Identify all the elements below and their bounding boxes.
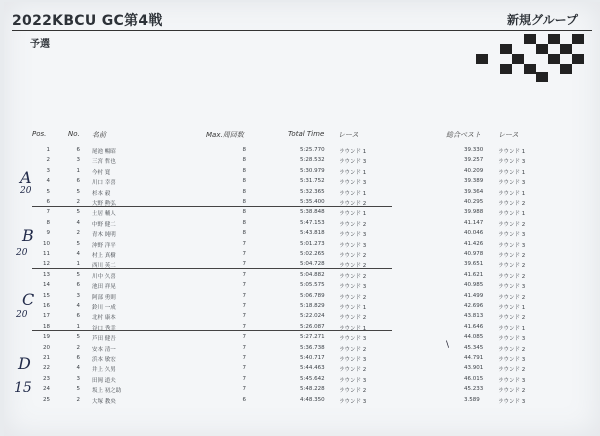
cell-race: ラウンド 1	[339, 305, 367, 311]
cell-best: 40.209	[464, 167, 484, 174]
cell-best: 41.147	[464, 219, 484, 226]
cell-time: 5:04.728	[300, 261, 325, 268]
cell-no: 6	[76, 355, 80, 361]
cell-pos: 10	[43, 240, 50, 247]
cell-time: 5:27.271	[300, 334, 325, 341]
col-header-time: Total Time	[288, 130, 325, 138]
check-mark-icon: \	[446, 340, 450, 350]
cell-pos: 22	[43, 365, 50, 372]
cell-no: 4	[76, 251, 80, 257]
cell-name: 川口 幸喜	[92, 180, 116, 187]
cell-race: ラウンド 2	[339, 388, 367, 395]
cell-no: 4	[76, 365, 80, 372]
cell-time: 5:05.575	[300, 282, 325, 289]
cell-laps: 7	[242, 313, 246, 320]
cell-best: 41.499	[464, 292, 484, 299]
cell-name: 西川 英二	[92, 263, 116, 270]
cell-race: ラウンド 3	[339, 159, 367, 166]
result-row	[0, 209, 600, 219]
result-row	[0, 147, 600, 157]
cell-laps: 7	[242, 344, 246, 351]
cell-name: 中野 健二	[92, 221, 116, 228]
cell-best-race: ラウンド 2	[498, 346, 526, 353]
cell-race: ラウンド 2	[339, 273, 367, 280]
cell-name: 青木 純明	[92, 232, 116, 239]
cell-name: 三宮 哲也	[92, 159, 116, 166]
event-title: 2022KBCU GC第4戦	[12, 13, 163, 29]
cell-name: 大塚 教央	[92, 398, 116, 405]
result-row	[0, 324, 600, 334]
cell-race: ラウンド 3	[339, 242, 367, 249]
cell-no: 1	[76, 323, 80, 330]
cell-best-race: ラウンド 3	[498, 336, 526, 343]
cell-time: 5:30.979	[300, 167, 325, 174]
cell-best-race: ラウンド 2	[498, 273, 526, 280]
cell-pos: 18	[43, 323, 50, 330]
cell-race: ラウンド 1	[339, 149, 367, 155]
group-divider-b	[32, 268, 392, 269]
cell-name: 村上 真樹	[92, 253, 116, 259]
cell-race: ラウンド 3	[339, 284, 367, 291]
result-row	[0, 168, 600, 178]
cell-race: ラウンド 1	[339, 325, 367, 332]
col-header-best-race: レース	[498, 131, 519, 139]
handwritten-count-c: 20	[16, 310, 28, 320]
cell-best: 44.085	[464, 334, 484, 341]
cell-best: 3.589	[464, 396, 480, 403]
cell-best-race: ラウンド 1	[498, 149, 526, 155]
cell-laps: 7	[242, 251, 246, 257]
cell-laps: 8	[242, 157, 246, 164]
cell-pos: 3	[46, 167, 50, 174]
cell-no: 3	[76, 375, 80, 382]
cell-best: 43.901	[464, 365, 484, 372]
cell-time: 5:35.400	[300, 199, 325, 205]
handwritten-count-b: 20	[16, 248, 28, 258]
result-row	[0, 345, 600, 355]
cell-time: 4:48.350	[300, 396, 325, 403]
cell-no: 5	[76, 386, 80, 393]
cell-race: ラウンド 1	[339, 190, 367, 197]
cell-best: 39.988	[464, 209, 484, 216]
col-header-no: No.	[68, 130, 80, 138]
result-row	[0, 178, 600, 188]
cell-no: 4	[76, 303, 80, 309]
handwritten-count-a: 20	[20, 186, 32, 196]
cell-best-race: ラウンド 3	[498, 284, 526, 291]
cell-best-race: ラウンド 3	[498, 159, 526, 166]
cell-best: 39.257	[464, 157, 484, 164]
cell-laps: 8	[242, 230, 246, 237]
cell-laps: 7	[242, 282, 246, 289]
cell-best-race: ラウンド 1	[498, 305, 526, 311]
cell-best: 44.791	[464, 355, 484, 361]
cell-best-race: ラウンド 1	[498, 211, 526, 218]
result-row	[0, 189, 600, 199]
cell-best: 45.233	[464, 386, 484, 393]
cell-race: ラウンド 3	[339, 336, 367, 343]
result-row	[0, 157, 600, 167]
cell-time: 5:22.024	[300, 313, 325, 320]
cell-pos: 16	[43, 303, 50, 309]
cell-best: 40.046	[464, 230, 484, 237]
cell-best-race: ラウンド 2	[498, 263, 526, 270]
cell-laps: 7	[242, 323, 246, 330]
cell-best-race: ラウンド 2	[498, 201, 526, 207]
cell-time: 5:18.829	[300, 303, 325, 309]
cell-best-race: ラウンド 2	[498, 367, 526, 374]
col-header-race: レース	[338, 131, 359, 139]
cell-name: 川中 久喜	[92, 273, 116, 280]
cell-race: ラウンド 3	[339, 180, 367, 187]
cell-time: 5:26.087	[300, 323, 325, 330]
cell-best: 43.813	[464, 313, 484, 320]
cell-name: 鈴川 一成	[92, 305, 116, 311]
cell-laps: 8	[242, 167, 246, 174]
result-row	[0, 293, 600, 303]
session-subtitle: 予選	[30, 39, 50, 50]
cell-name: 沖野 洋平	[92, 242, 116, 249]
cell-no: 3	[76, 157, 80, 164]
cell-best: 39.389	[464, 178, 484, 185]
cell-no: 5	[76, 188, 80, 195]
cell-best: 39.651	[464, 261, 484, 268]
col-header-name: 名前	[92, 131, 106, 139]
cell-best-race: ラウンド 3	[498, 377, 526, 384]
cell-laps: 7	[242, 303, 246, 309]
handwritten-group-b: B	[22, 226, 34, 245]
cell-no: 1	[76, 167, 80, 174]
cell-best: 39.330	[464, 147, 484, 153]
handwritten-group-d: D	[18, 354, 31, 373]
col-header-pos: Pos.	[32, 130, 47, 138]
group-divider-c	[32, 330, 392, 331]
cell-best-race: ラウンド 3	[498, 398, 526, 405]
cell-best: 42.696	[464, 303, 484, 309]
result-row	[0, 386, 600, 396]
cell-laps: 7	[242, 271, 246, 278]
cell-pos: 17	[43, 313, 50, 320]
result-row	[0, 376, 600, 386]
cell-name: 大野 勲弘	[92, 201, 116, 207]
cell-time: 5:40.717	[300, 355, 325, 361]
cell-time: 5:36.738	[300, 344, 325, 351]
cell-race: ラウンド 3	[339, 377, 367, 384]
result-row	[0, 261, 600, 271]
cell-pos: 5	[46, 188, 50, 195]
cell-no: 5	[76, 271, 80, 278]
cell-time: 5:38.848	[300, 209, 325, 216]
cell-time: 5:02.265	[300, 251, 325, 257]
cell-best: 40.295	[464, 199, 484, 205]
cell-race: ラウンド 1	[339, 169, 367, 176]
cell-best: 45.345	[464, 344, 484, 351]
cell-time: 5:28.532	[300, 157, 325, 164]
cell-time: 5:01.273	[300, 240, 325, 247]
cell-best: 40.978	[464, 251, 484, 257]
cell-name: 阿部 勇則	[92, 294, 116, 301]
cell-name: 今村 寛	[92, 169, 111, 176]
cell-race: ラウンド 3	[339, 398, 367, 405]
result-row	[0, 230, 600, 240]
result-row	[0, 313, 600, 323]
cell-no: 6	[76, 282, 80, 289]
cell-laps: 7	[242, 292, 246, 299]
cell-name: 土居 輔人	[92, 211, 116, 218]
cell-best-race: ラウンド 2	[498, 315, 526, 322]
result-row	[0, 355, 600, 365]
cell-best-race: ラウンド 2	[498, 221, 526, 228]
cell-laps: 7	[242, 375, 246, 382]
handwritten-group-a: A	[20, 168, 32, 187]
cell-no: 6	[76, 178, 80, 185]
cell-pos: 15	[43, 292, 50, 299]
cell-best-race: ラウンド 2	[498, 388, 526, 395]
result-row	[0, 365, 600, 375]
cell-laps: 8	[242, 178, 246, 185]
result-row	[0, 334, 600, 344]
cell-race: ラウンド 2	[339, 263, 367, 270]
cell-name: 浜本 敏宏	[92, 357, 116, 363]
cell-laps: 7	[242, 261, 246, 268]
cell-no: 6	[76, 313, 80, 320]
cell-no: 2	[76, 396, 80, 403]
cell-pos: 23	[43, 375, 50, 382]
cell-best-race: ラウンド 3	[498, 242, 526, 249]
cell-best-race: ラウンド 3	[498, 180, 526, 187]
cell-laps: 7	[242, 240, 246, 247]
cell-pos: 2	[46, 157, 50, 164]
cell-race: ラウンド 2	[339, 253, 367, 259]
checkered-flag-icon	[476, 30, 588, 82]
cell-race: ラウンド 3	[339, 357, 367, 363]
col-header-laps: Max.周回数	[206, 131, 244, 139]
cell-pos: 14	[43, 282, 50, 289]
cell-race: ラウンド 3	[339, 232, 367, 239]
cell-best: 40.985	[464, 282, 484, 289]
cell-pos: 9	[46, 230, 50, 237]
cell-name: 井上 久男	[92, 367, 116, 374]
cell-no: 5	[76, 240, 80, 247]
cell-pos: 8	[46, 219, 50, 226]
cell-best-race: ラウンド 1	[498, 325, 526, 332]
cell-best: 41.646	[464, 323, 484, 330]
cell-laps: 8	[242, 199, 246, 205]
cell-race: ラウンド 2	[339, 294, 367, 301]
cell-pos: 21	[43, 355, 50, 361]
col-header-best: 総合ベスト	[446, 131, 481, 139]
cell-no: 2	[76, 230, 80, 237]
result-row	[0, 251, 600, 261]
cell-name: 北村 康本	[92, 315, 116, 322]
cell-best-race: ラウンド 1	[498, 190, 526, 197]
cell-laps: 6	[242, 396, 246, 403]
handwritten-count-d: 15	[14, 380, 32, 396]
cell-pos: 13	[43, 271, 50, 278]
cell-pos: 7	[46, 209, 50, 216]
cell-laps: 7	[242, 365, 246, 372]
cell-best-race: ラウンド 3	[498, 232, 526, 239]
cell-no: 2	[76, 199, 80, 205]
cell-race: ラウンド 2	[339, 315, 367, 322]
result-row	[0, 397, 600, 407]
cell-pos: 24	[43, 386, 50, 393]
cell-best: 46.015	[464, 375, 484, 382]
result-row	[0, 282, 600, 292]
cell-race: ラウンド 2	[339, 367, 367, 374]
cell-laps: 8	[242, 147, 246, 153]
cell-laps: 8	[242, 188, 246, 195]
cell-name: 坂上 初之助	[92, 388, 122, 395]
cell-no: 5	[76, 209, 80, 216]
cell-name: 尾池 暢昭	[92, 149, 116, 155]
cell-pos: 19	[43, 334, 50, 341]
result-row	[0, 241, 600, 251]
cell-pos: 6	[46, 199, 50, 205]
cell-laps: 7	[242, 386, 246, 393]
cell-time: 5:25.770	[300, 147, 325, 153]
handwritten-group-c: C	[22, 290, 35, 309]
result-row	[0, 303, 600, 313]
cell-no: 2	[76, 344, 80, 351]
cell-pos: 4	[46, 178, 50, 185]
cell-race: ラウンド 2	[339, 346, 367, 353]
cell-time: 5:31.752	[300, 178, 325, 185]
cell-time: 5:45.642	[300, 375, 325, 382]
cell-pos: 25	[43, 396, 50, 403]
cell-pos: 11	[43, 251, 50, 257]
cell-time: 5:48.228	[300, 386, 325, 393]
cell-best: 39.364	[464, 188, 484, 195]
cell-race: ラウンド 1	[339, 211, 367, 218]
cell-time: 5:04.882	[300, 271, 325, 278]
cell-name: 芦田 健吾	[92, 336, 116, 343]
cell-no: 3	[76, 292, 80, 299]
cell-time: 5:32.365	[300, 188, 325, 195]
cell-race: ラウンド 2	[339, 201, 367, 207]
cell-best-race: ラウンド 2	[498, 294, 526, 301]
cell-time: 5:43.818	[300, 230, 325, 237]
result-row	[0, 272, 600, 282]
group-divider-a	[32, 206, 392, 207]
cell-name: 田岡 道夫	[92, 377, 116, 384]
cell-no: 6	[76, 147, 80, 153]
cell-pos: 1	[46, 147, 50, 153]
cell-name: 安本 清一	[92, 346, 116, 353]
cell-time: 5:47.153	[300, 219, 325, 226]
cell-time: 5:44.463	[300, 365, 325, 372]
cell-name: 谷口 秀幸	[92, 325, 116, 332]
cell-best: 41.426	[464, 240, 484, 247]
cell-laps: 8	[242, 219, 246, 226]
cell-best: 41.621	[464, 271, 484, 278]
result-row	[0, 220, 600, 230]
group-name: 新規グループ	[506, 13, 578, 27]
cell-pos: 12	[43, 261, 50, 268]
cell-no: 4	[76, 219, 80, 226]
cell-best-race: ラウンド 3	[498, 357, 526, 363]
cell-no: 5	[76, 334, 80, 341]
cell-time: 5:06.789	[300, 292, 325, 299]
result-row	[0, 199, 600, 209]
cell-name: 杉本 毅	[92, 190, 111, 197]
cell-race: ラウンド 2	[339, 221, 367, 228]
cell-laps: 8	[242, 209, 246, 216]
cell-laps: 7	[242, 334, 246, 341]
cell-no: 1	[76, 261, 80, 268]
cell-laps: 7	[242, 355, 246, 361]
cell-name: 池田 祥晃	[92, 284, 116, 291]
cell-best-race: ラウンド 1	[498, 169, 526, 176]
cell-best-race: ラウンド 2	[498, 253, 526, 259]
cell-pos: 20	[43, 344, 50, 351]
